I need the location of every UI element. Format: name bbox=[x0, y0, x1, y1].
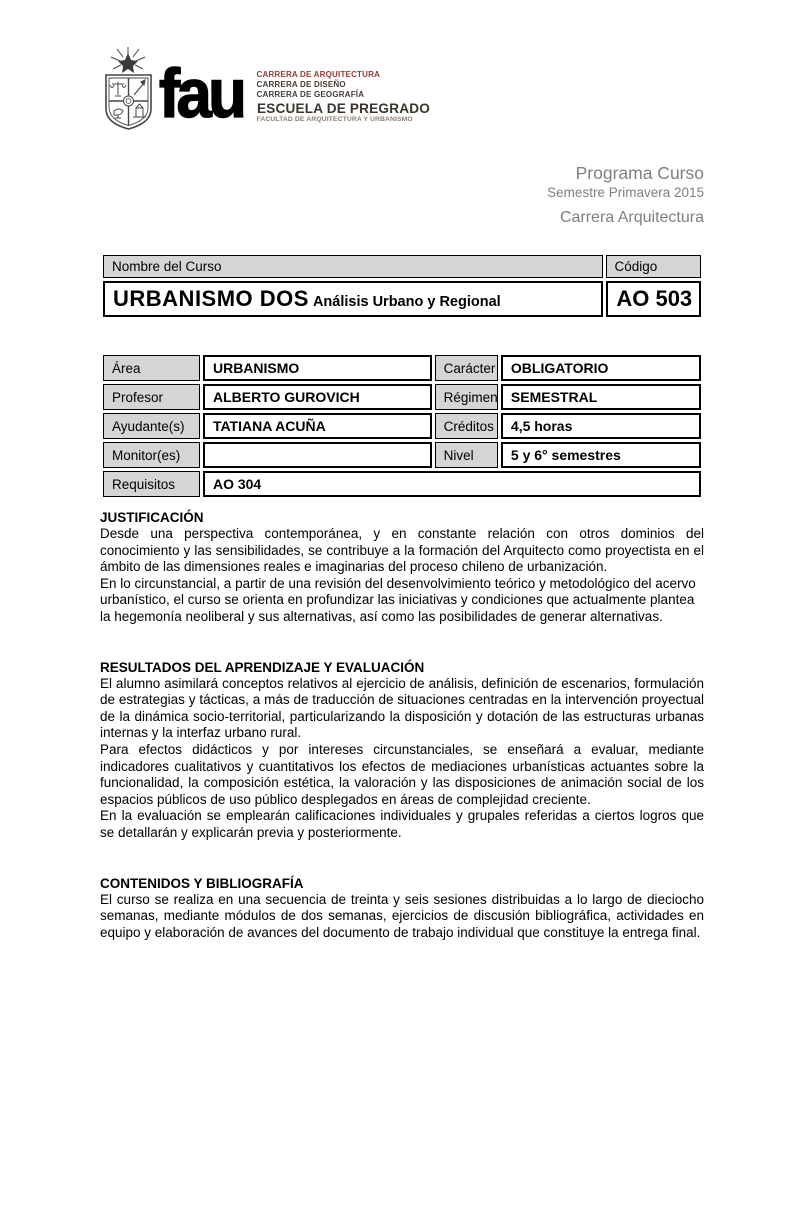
info-label: Créditos bbox=[435, 413, 498, 439]
section-paragraph: En la evaluación se emplearán calificaciones individuales y grupales referidas a ciertos logros que se detallarán y explicarán previa y posteriormente. bbox=[100, 808, 704, 840]
info-value: ALBERTO GUROVICH bbox=[203, 384, 432, 410]
table-row bbox=[103, 355, 701, 381]
info-value: URBANISMO bbox=[203, 355, 432, 381]
career-label: Carrera Arquitectura bbox=[559, 209, 704, 226]
section-resultados bbox=[100, 659, 704, 842]
info-label: Régimen bbox=[435, 384, 498, 410]
course-title-table bbox=[100, 252, 704, 320]
info-label: Profesor bbox=[103, 384, 200, 410]
university-crest-icon bbox=[100, 45, 157, 131]
info-value: OBLIGATORIO bbox=[501, 355, 701, 381]
document-body bbox=[100, 509, 704, 941]
section-paragraph: El alumno asimilará conceptos relativos al ejercicio de análisis, definición de escenarios, formulación de estrategias y tácticas, a más de traducción de situaciones centradas en la intervención proyectual de la dinámica socio-territorial, particularizando la disposición y dotación de las estructuras urbanas internas y la interfaz urbano rural. bbox=[100, 675, 704, 741]
section-heading: CONTENIDOS Y BIBLIOGRAFÍA bbox=[100, 875, 304, 891]
logo-line-arquitectura: CARRERA DE ARQUITECTURA bbox=[256, 70, 381, 79]
course-table-header-row bbox=[103, 255, 701, 278]
info-label: Ayudante(s) bbox=[103, 413, 200, 439]
course-info-table bbox=[100, 352, 704, 500]
logo-line-geografia: CARRERA DE GEOGRAFÍA bbox=[256, 90, 365, 99]
logo-line-escuela: ESCUELA DE PREGRADO bbox=[256, 100, 430, 116]
section-contenidos bbox=[100, 875, 704, 942]
section-paragraph: Desde una perspectiva contemporánea, y en constante relación con otros dominios del conocimiento y las sensibilidades, se contribuye a la formación del Arquitecto como proyectista en el ámbito de las dimensiones reales e imaginarias del proceso chileno de urbanización. bbox=[100, 526, 704, 575]
semester-label: Semestre Primavera 2015 bbox=[547, 185, 704, 200]
section-heading: RESULTADOS DEL APRENDIZAJE Y EVALUACIÓN bbox=[100, 659, 425, 675]
info-label: Área bbox=[103, 355, 200, 381]
info-value: 4,5 horas bbox=[501, 413, 701, 439]
course-name-cell bbox=[103, 281, 603, 317]
info-value: SEMESTRAL bbox=[501, 384, 701, 410]
logo-line-facultad: FACULTAD DE ARQUITECTURA Y URBANISMO bbox=[256, 116, 413, 123]
section-paragraph: Para efectos didácticos y por intereses circunstanciales, se enseñará a evaluar, mediante indicadores cualitativos y cuantitativos los efectos de mediaciones urbanísticas actuantes sobre la funcionalidad, la composición estética, la valoración y las disposiciones de animación social de los espacios públicos de uso público desplegados en áreas de complejidad creciente. bbox=[100, 741, 704, 807]
document-header bbox=[100, 163, 704, 228]
info-label: Monitor(es) bbox=[103, 442, 200, 468]
program-title: Programa Curso bbox=[575, 163, 704, 183]
fau-logo-block bbox=[100, 0, 704, 131]
info-value: AO 304 bbox=[203, 471, 701, 497]
course-name-header-cell: Nombre del Curso bbox=[103, 255, 603, 278]
table-row bbox=[103, 471, 701, 497]
section-paragraph: El curso se realiza en una secuencia de treinta y seis sesiones distribuidas a lo largo de dieciocho semanas, mediante módulos de dos semanas, ejercicios de discusión bibliográfica, actividades en equipo y elaboración de avances del documento de trabajo individual que constituye la entrega final. bbox=[100, 891, 704, 940]
section-heading: JUSTIFICACIÓN bbox=[100, 510, 204, 525]
logo-line-diseno: CARRERA DE DISEÑO bbox=[256, 80, 346, 89]
course-name-main: URBANISMO DOS bbox=[113, 286, 309, 311]
course-name-subtitle: Análisis Urbano y Regional bbox=[312, 294, 501, 310]
info-value: 5 y 6° semestres bbox=[501, 442, 701, 468]
table-row bbox=[103, 413, 701, 439]
info-value: TATIANA ACUÑA bbox=[203, 413, 432, 439]
info-label: Nivel bbox=[435, 442, 498, 468]
logo-text-lines bbox=[257, 70, 435, 124]
course-code-cell: AO 503 bbox=[606, 281, 701, 317]
course-table-value-row bbox=[103, 281, 701, 317]
info-label: Requisitos bbox=[103, 471, 200, 497]
info-value bbox=[203, 442, 432, 468]
course-code-header-cell: Código bbox=[606, 255, 701, 278]
fau-logotype: fau bbox=[159, 55, 244, 132]
table-row bbox=[103, 384, 701, 410]
section-justificacion bbox=[100, 509, 704, 626]
section-paragraph: En lo circunstancial, a partir de una revisión del desenvolvimiento teórico y metodológico del acervo urbanístico, el curso se orienta en profundizar las iniciativas y condiciones que actualmente plantea la hegemonía neoliberal y sus alternativas, así como las posibilidades de generar alternativas. bbox=[100, 575, 696, 624]
table-row bbox=[103, 442, 701, 468]
info-label: Carácter bbox=[435, 355, 498, 381]
